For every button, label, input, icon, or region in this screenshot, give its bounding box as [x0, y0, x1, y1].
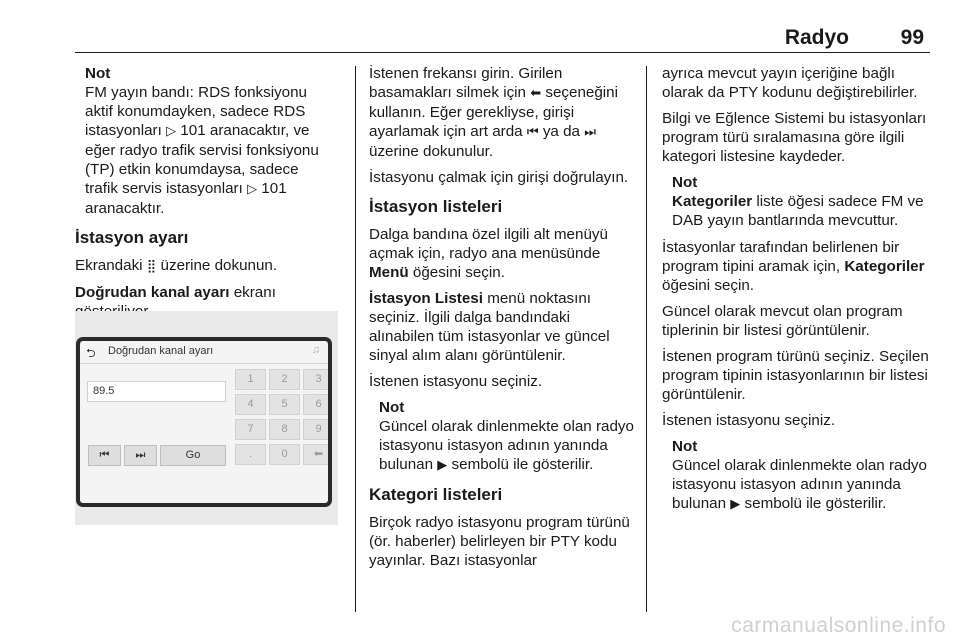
keypad-key[interactable]: 2	[269, 369, 300, 390]
heading-station-lists: İstasyon listeleri	[369, 197, 503, 216]
keypad-key[interactable]: 0	[269, 444, 300, 465]
paragraph: Ekrandaki ⣿ üzerine dokunun.	[75, 257, 278, 274]
header-rule	[75, 52, 930, 53]
music-note-icon[interactable]: ♫	[311, 344, 320, 356]
note-heading: Not	[672, 174, 698, 191]
backspace-icon: ⬅	[530, 86, 542, 101]
seek-forward-icon: ⏭	[584, 125, 596, 140]
heading-category-lists: Kategori listeleri	[369, 485, 503, 504]
column-2	[369, 64, 637, 577]
keypad-key[interactable]: 8	[269, 419, 300, 440]
note-current-station: Not Güncel olarak dinlenmekte olan radyo istasyonu istasyon adının yanında bulunan ▶ sembolü ile gösterilir.	[662, 437, 932, 514]
paragraph: ayrıca mevcut yayın içeriğine bağlı olarak da PTY kodunu değiştirebilirler.	[662, 65, 918, 101]
paragraph: İstenen frekansı girin. Girilen basamakları silmek için ⬅ seçeneğini kullanın. Eğer gerekliyse, girişi ayarlamak için art arda ⏮ ya da ⏭ üzerine dokunulur.	[369, 65, 618, 160]
keypad-key[interactable]: 1	[235, 369, 266, 390]
page-ref-icon: ▷	[247, 182, 258, 197]
note-categories: Not Kategoriler liste öğesi sadece FM ve DAB yayın bantlarında mevcuttur.	[662, 173, 932, 230]
note-current-station: Not Güncel olarak dinlenmekte olan radyo istasyonu istasyon adının yanında bulunan ▶ sembolü ile gösterilir.	[369, 398, 637, 475]
keypad-key[interactable]: 5	[269, 394, 300, 415]
paragraph: İstasyonu çalmak için girişi doğrulayın.	[369, 169, 629, 186]
keypad-key[interactable]: 7	[235, 419, 266, 440]
column-divider-1	[355, 66, 356, 612]
paragraph: Birçok radyo istasyonu program türünü (ör. haberler) belirleyen bir PTY kodu yayınlar. Bazı istasyonlar	[369, 514, 630, 569]
keypad-key[interactable]: 3	[303, 369, 328, 390]
display-bezel	[76, 337, 332, 507]
column-3	[662, 64, 932, 522]
paragraph: İstenen istasyonu seçiniz.	[369, 373, 543, 390]
note-heading: Not	[379, 399, 405, 416]
page-ref-icon: ▷	[166, 124, 177, 139]
column-divider-2	[646, 66, 647, 612]
paragraph: Dalga bandına özel ilgili alt menüyü açmak için, radyo ana menüsünde Menü öğesini seçin.	[369, 226, 608, 281]
display-screen	[80, 341, 328, 503]
paragraph: İstasyon Listesi menü noktasını seçiniz. İlgili dalga bandındaki alınabilen tüm istasyonlar ve güncel sinyal alım alanı görüntülenir.	[369, 290, 610, 364]
screen-title: Doğrudan kanal ayarı	[108, 345, 214, 357]
keypad-key[interactable]: .	[235, 444, 266, 465]
page-title: Radyo	[784, 26, 849, 49]
seek-back-icon: ⏮	[99, 449, 110, 461]
seek-back-button[interactable]	[88, 445, 121, 466]
back-icon[interactable]: ⮌	[86, 346, 96, 360]
watermark: carmanualsonline.info	[731, 614, 946, 637]
page-header	[75, 26, 930, 50]
paragraph: İstasyonlar tarafından belirlenen bir program tipini aramak için, Kategoriler öğesini seçin.	[662, 239, 925, 294]
paragraph: İstenen istasyonu seçiniz.	[662, 412, 836, 429]
play-arrow-icon: ▶	[730, 497, 741, 512]
paragraph: Bilgi ve Eğlence Sistemi bu istasyonları program türü sıralamasına göre ilgili kategori listesine kaydeder.	[662, 110, 927, 165]
screen-illustration	[75, 311, 338, 525]
keypad-key[interactable]: 4	[235, 394, 266, 415]
seek-forward-icon: ⏭	[135, 449, 146, 461]
keypad-backspace-key[interactable]: ⬅	[303, 444, 328, 465]
screen-title-bar	[80, 341, 328, 364]
note-heading: Not	[85, 65, 111, 82]
heading-station-setting: İstasyon ayarı	[75, 228, 189, 247]
note-rds: Not FM yayın bandı: RDS fonksiyonu aktif konumdayken, sadece RDS istasyonları ▷ 101 aranacaktır, ve eğer radyo trafik servisi fonksiyonu (TP) etkin konumdaysa, sadece trafik servis istasyonları ▷ 101 aranacaktır.	[75, 64, 347, 218]
note-heading: Not	[672, 438, 698, 455]
frequency-input[interactable]: 89.5	[87, 381, 226, 402]
keypad-key[interactable]: 6	[303, 394, 328, 415]
seek-back-icon: ⏮	[526, 125, 539, 140]
play-arrow-icon: ▶	[437, 458, 448, 473]
page-number: 99	[900, 26, 924, 49]
keypad-key[interactable]: 9	[303, 419, 328, 440]
column-1	[75, 64, 347, 328]
go-button[interactable]: Go	[160, 445, 226, 466]
paragraph: Doğrudan kanal ayarı ekranı	[75, 284, 276, 301]
seek-forward-button[interactable]	[124, 445, 157, 466]
paragraph: Güncel olarak mevcut olan program tiplerinin bir listesi görüntülenir.	[662, 303, 903, 339]
paragraph: İstenen program türünü seçiniz. Seçilen program tipinin istasyonlarının bir listesi görüntülenir.	[662, 348, 929, 403]
tune-icon: ⣿	[146, 259, 157, 274]
